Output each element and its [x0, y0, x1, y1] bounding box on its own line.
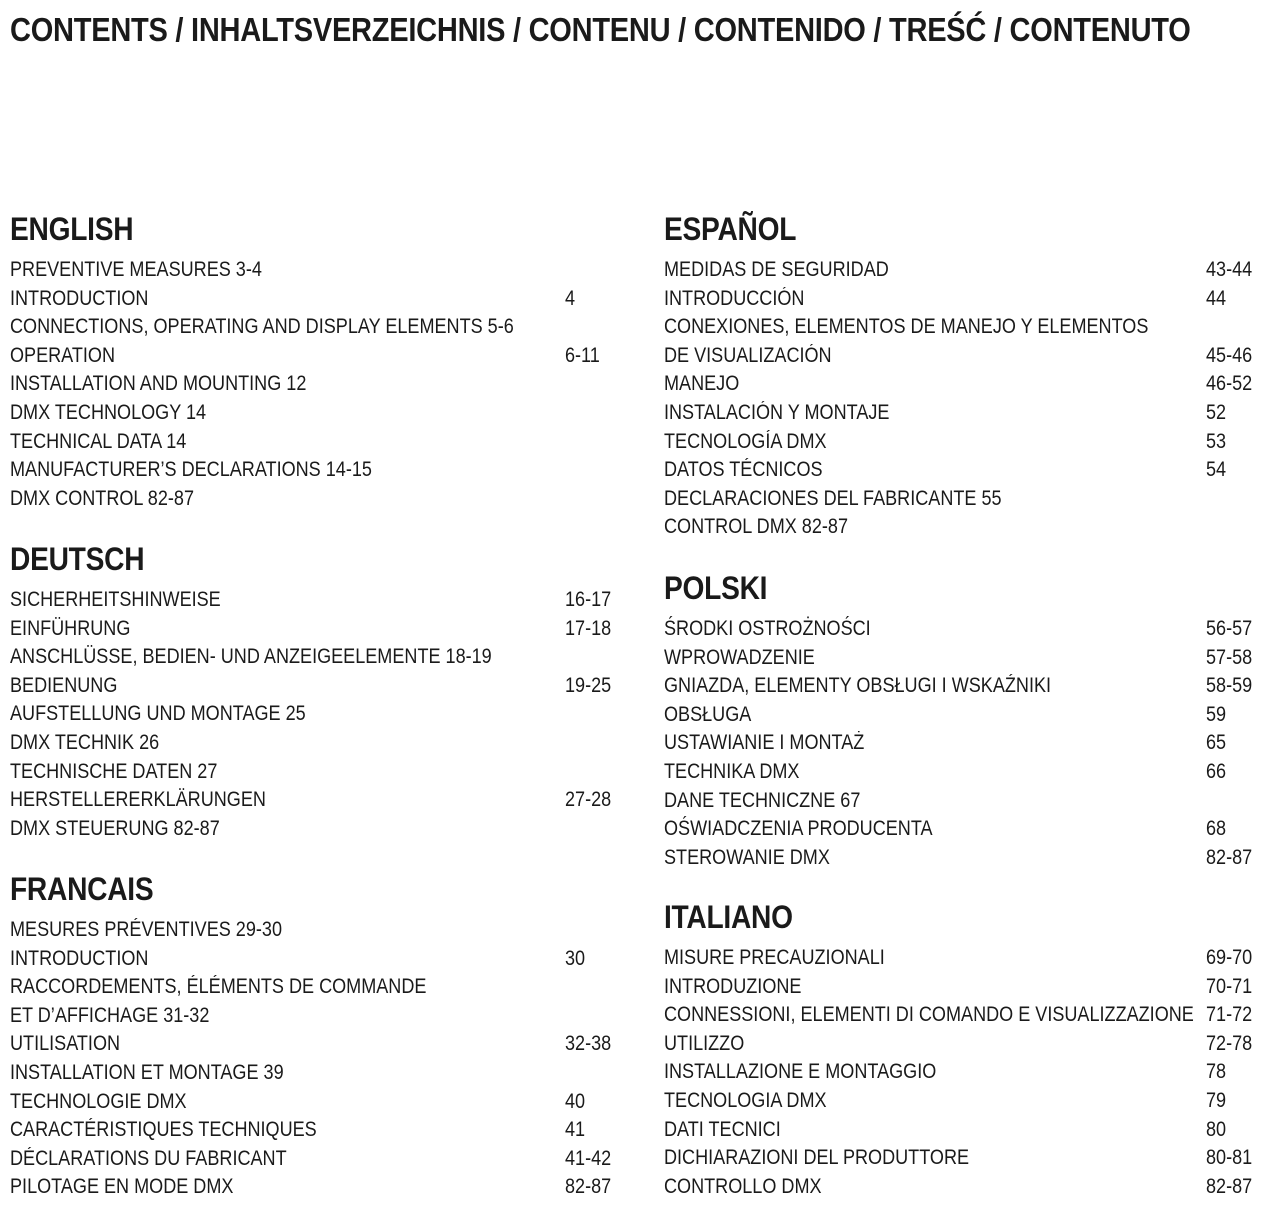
toc-entry: [664, 256, 1284, 285]
toc-entry-title: DECLARACIONES DEL FABRICANTE 55: [664, 486, 1002, 510]
toc-entry-title: DÉCLARATIONS DU FABRICANT: [10, 1146, 287, 1170]
toc-entry: [10, 615, 630, 644]
toc-entry-page: 6-11: [565, 343, 600, 367]
toc-entry: [664, 370, 1284, 399]
toc-entry: [664, 758, 1284, 787]
toc-entry-title: GNIAZDA, ELEMENTY OBSŁUGI I WSKAŹNIKI: [664, 674, 1052, 698]
toc-entry: [664, 729, 1284, 758]
toc-entry-title: WPROWADZENIE: [664, 645, 815, 669]
toc-entry-page: 82-87: [565, 1175, 612, 1199]
toc-entry-title: ŚRODKI OSTROŻNOŚCI: [664, 617, 871, 640]
toc-entry: [664, 1087, 1284, 1116]
toc-entry-page: 19-25: [565, 673, 612, 697]
toc-entry: [10, 428, 630, 457]
toc-entry: [664, 456, 1284, 485]
section-italiano: [664, 898, 1284, 1201]
toc-entry-page: 41: [565, 1118, 586, 1142]
toc-entry: [664, 973, 1284, 1002]
toc-entry: [10, 1002, 630, 1031]
toc-entry: [664, 1001, 1284, 1030]
toc-entry-page: 43-44: [1206, 258, 1253, 281]
toc-entry-page: 53: [1206, 429, 1227, 453]
toc-entry: [10, 313, 630, 342]
toc-entry: [664, 787, 1284, 816]
toc-entry-title: EINFÜHRUNG: [10, 616, 131, 640]
toc-entry: [10, 973, 630, 1002]
toc-entry-title: MANUFACTURER’S DECLARATIONS 14-15: [10, 458, 372, 482]
toc-entry-title: DMX TECHNIK 26: [10, 730, 160, 754]
toc-entry: [10, 945, 630, 974]
toc-entry-title: TECNOLOGIA DMX: [664, 1088, 827, 1112]
toc-entry-page: 68: [1206, 817, 1227, 841]
toc-entry: [664, 1173, 1284, 1202]
section-heading: POLSKI: [664, 570, 768, 606]
section-francais: [10, 870, 630, 1202]
toc-entry: [10, 1145, 630, 1174]
toc-entry-page: 80: [1206, 1117, 1227, 1141]
toc-entry-title: ANSCHLÜSSE, BEDIEN- UND ANZEIGEELEMENTE 18-19: [10, 645, 492, 669]
toc-entry-page: 54: [1206, 458, 1227, 482]
toc-entry-title: OBSŁUGA: [664, 702, 752, 726]
toc-list: [664, 615, 1284, 872]
toc-entry-title: DMX STEUERUNG 82-87: [10, 816, 220, 840]
toc-entry-page: 70-71: [1206, 974, 1253, 998]
toc-entry-page: 17-18: [565, 616, 612, 640]
toc-entry: [664, 285, 1284, 314]
toc-entry-title: TECHNISCHE DATEN 27: [10, 759, 218, 783]
toc-entry-title: INSTALLAZIONE E MONTAGGIO: [664, 1060, 937, 1084]
toc-entry-page: 72-78: [1206, 1031, 1253, 1055]
toc-entry-title: INSTALLATION ET MONTAGE 39: [10, 1060, 284, 1084]
toc-entry: [664, 615, 1284, 644]
toc-entry: [10, 1059, 630, 1088]
section-heading: ITALIANO: [664, 899, 793, 935]
toc-entry-title: USTAWIANIE I MONTAŻ: [664, 731, 865, 755]
toc-entry-page: 4: [565, 286, 576, 310]
toc-entry: [664, 1030, 1284, 1059]
section-polski: [664, 569, 1284, 872]
section-deutsch: [10, 540, 630, 843]
toc-entry: [664, 644, 1284, 673]
toc-list: [664, 944, 1284, 1201]
toc-entry: [10, 1173, 630, 1202]
toc-entry: [664, 313, 1284, 342]
toc-list: [664, 256, 1284, 542]
toc-entry-page: 82-87: [1206, 1174, 1253, 1198]
toc-entry-page: 45-46: [1206, 343, 1253, 367]
toc-entry-title: CONEXIONES, ELEMENTOS DE MANEJO Y ELEMENTOS: [664, 315, 1149, 339]
toc-entry-title: DATI TECNICI: [664, 1117, 781, 1141]
section-heading: DEUTSCH: [10, 541, 145, 577]
toc-entry: [664, 399, 1284, 428]
section-heading: ESPAÑOL: [664, 211, 797, 247]
page-title: CONTENTS / INHALTSVERZEICHNIS / CONTENU / CONTENIDO / TREŚĆ / CONTENUTO: [10, 11, 1191, 48]
toc-entry: [664, 1116, 1284, 1145]
toc-entry: [10, 456, 630, 485]
toc-entry-title: CONTROLLO DMX: [664, 1174, 822, 1198]
toc-entry-title: TECNOLOGÍA DMX: [664, 429, 827, 453]
toc-entry: [664, 944, 1284, 973]
toc-entry: [10, 758, 630, 787]
section-heading: ENGLISH: [10, 211, 134, 247]
toc-entry-title: INSTALLATION AND MOUNTING 12: [10, 372, 307, 396]
toc-entry-title: CONNESSIONI, ELEMENTI DI COMANDO E VISUALIZZAZIONE: [664, 1003, 1194, 1027]
toc-entry: [10, 285, 630, 314]
toc-entry-title: ET D’AFFICHAGE 31-32: [10, 1003, 210, 1027]
toc-entry-title: TECHNIKA DMX: [664, 759, 800, 783]
toc-entry-page: 41-42: [565, 1146, 612, 1170]
toc-entry-title: STEROWANIE DMX: [664, 845, 830, 869]
toc-entry: [664, 1144, 1284, 1173]
toc-entry-page: 40: [565, 1089, 586, 1113]
toc-entry: [10, 815, 630, 844]
toc-entry-page: 59: [1206, 702, 1227, 726]
toc-entry-page: 52: [1206, 400, 1227, 424]
toc-entry: [664, 701, 1284, 730]
toc-entry-title: DANE TECHNICZNE 67: [664, 788, 861, 812]
toc-entry: [10, 342, 630, 371]
section-heading: FRANCAIS: [10, 871, 154, 907]
toc-entry-title: CONNECTIONS, OPERATING AND DISPLAY ELEMENTS 5-6: [10, 315, 514, 339]
toc-entry: [10, 1116, 630, 1145]
toc-entry-title: MISURE PRECAUZIONALI: [664, 946, 885, 969]
toc-entry-title: UTILIZZO: [664, 1031, 745, 1055]
toc-entry-title: INTRODUZIONE: [664, 974, 802, 998]
toc-entry-title: TECHNICAL DATA 14: [10, 429, 187, 453]
toc-entry-page: 32-38: [565, 1032, 612, 1056]
toc-entry-title: MANEJO: [664, 372, 740, 396]
toc-entry: [10, 916, 630, 945]
toc-entry-title: DE VISUALIZACIÓN: [664, 343, 832, 367]
toc-entry: [10, 399, 630, 428]
toc-entry-page: 82-87: [1206, 845, 1253, 869]
toc-entry: [664, 844, 1284, 873]
section-english: [10, 210, 630, 513]
toc-entry-title: CARACTÉRISTIQUES TECHNIQUES: [10, 1118, 317, 1142]
toc-entry-title: UTILISATION: [10, 1032, 121, 1056]
toc-entry: [664, 672, 1284, 701]
toc-entry-page: 78: [1206, 1060, 1227, 1084]
toc-list: [10, 256, 630, 513]
toc-entry: [10, 485, 630, 514]
toc-entry-title: DMX CONTROL 82-87: [10, 486, 194, 510]
toc-entry-title: DATOS TÉCNICOS: [664, 458, 823, 482]
toc-entry-title: OPERATION: [10, 343, 116, 367]
toc-entry-title: INTRODUCTION: [10, 286, 149, 310]
toc-entry-title: PREVENTIVE MEASURES 3-4: [10, 258, 262, 281]
toc-entry-title: TECHNOLOGIE DMX: [10, 1089, 187, 1113]
toc-entry-page: 46-52: [1206, 372, 1253, 396]
toc-entry-page: 16-17: [565, 588, 612, 611]
toc-entry: [664, 1058, 1284, 1087]
toc-entry: [10, 786, 630, 815]
toc-entry-page: 57-58: [1206, 645, 1253, 669]
toc-entry-title: OŚWIADCZENIA PRODUCENTA: [664, 817, 933, 841]
toc-entry-title: BEDIENUNG: [10, 673, 118, 697]
toc-entry: [664, 485, 1284, 514]
toc-entry: [10, 672, 630, 701]
toc-entry-page: 27-28: [565, 788, 612, 812]
toc-entry-title: AUFSTELLUNG UND MONTAGE 25: [10, 702, 306, 726]
toc-entry-title: DMX TECHNOLOGY 14: [10, 400, 207, 424]
toc-entry-title: MESURES PRÉVENTIVES 29-30: [10, 918, 283, 941]
toc-entry-title: CONTROL DMX 82-87: [664, 515, 848, 539]
toc-entry: [664, 815, 1284, 844]
toc-entry: [10, 729, 630, 758]
toc-entry-page: 56-57: [1206, 617, 1253, 640]
toc-entry-title: INSTALACIÓN Y MONTAJE: [664, 400, 890, 424]
section-espanol: [664, 210, 1284, 542]
toc-list: [10, 586, 630, 843]
toc-entry: [664, 342, 1284, 371]
toc-entry: [10, 643, 630, 672]
toc-entry: [664, 513, 1284, 542]
toc-entry-page: 80-81: [1206, 1146, 1253, 1170]
toc-entry: [664, 428, 1284, 457]
toc-entry: [10, 370, 630, 399]
toc-entry-page: 30: [565, 946, 586, 970]
toc-entry-page: 71-72: [1206, 1003, 1253, 1027]
toc-entry-page: 44: [1206, 286, 1227, 310]
toc-entry-title: HERSTELLERERKLÄRUNGEN: [10, 788, 266, 812]
toc-entry-title: SICHERHEITSHINWEISE: [10, 588, 221, 611]
toc-entry-page: 65: [1206, 731, 1227, 755]
toc-entry: [10, 586, 630, 615]
toc-entry: [10, 256, 630, 285]
toc-entry-title: INTRODUCCIÓN: [664, 286, 805, 310]
toc-entry-title: DICHIARAZIONI DEL PRODUTTORE: [664, 1146, 970, 1170]
toc-entry-title: MEDIDAS DE SEGURIDAD: [664, 258, 889, 281]
toc-entry-page: 79: [1206, 1088, 1227, 1112]
toc-entry-title: RACCORDEMENTS, ÉLÉMENTS DE COMMANDE: [10, 975, 427, 999]
toc-entry-title: INTRODUCTION: [10, 946, 149, 970]
toc-entry: [10, 1030, 630, 1059]
toc-list: [10, 916, 630, 1202]
toc-entry-title: PILOTAGE EN MODE DMX: [10, 1175, 234, 1199]
toc-entry-page: 58-59: [1206, 674, 1253, 698]
toc-entry: [10, 700, 630, 729]
toc-entry: [10, 1088, 630, 1117]
toc-entry-page: 69-70: [1206, 946, 1253, 969]
toc-entry-page: 66: [1206, 759, 1227, 783]
